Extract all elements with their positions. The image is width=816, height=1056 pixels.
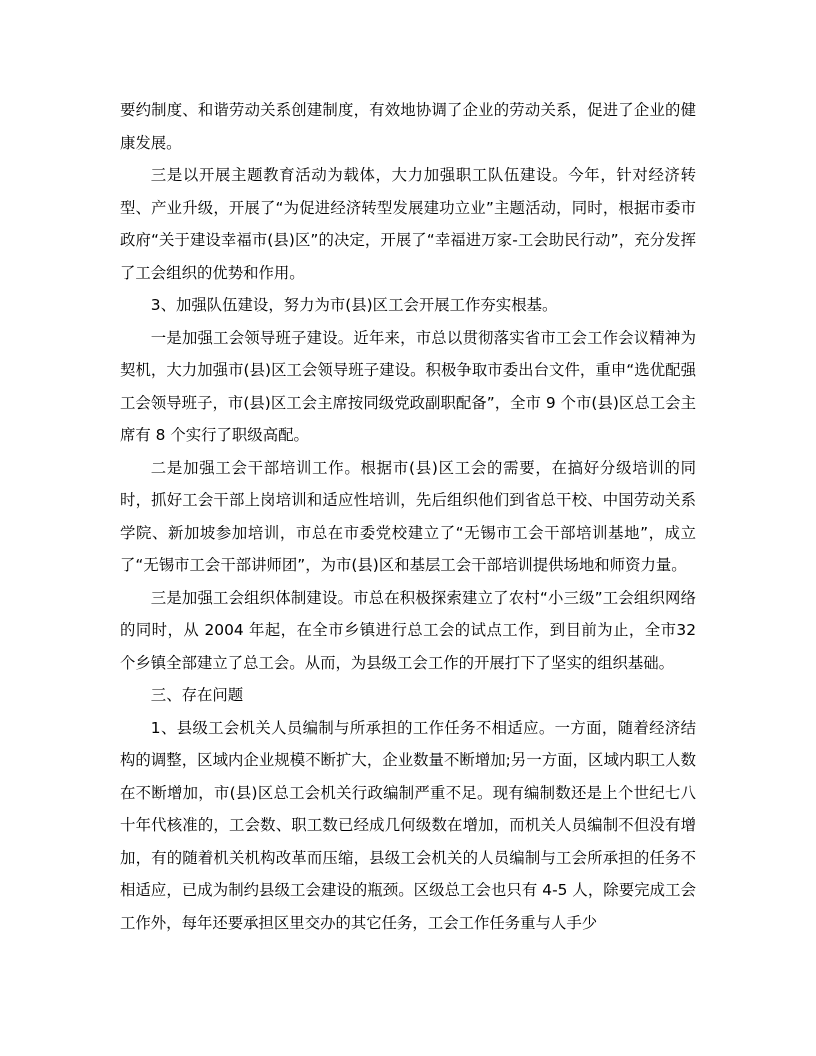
paragraph-leadership: 一是加强工会领导班子建设。近年来，市总以贯彻落实省市工会工作会议精神为契机，大力加强市(县)区工会领导班子建设。积极争取市委出台文件，重申“选优配强工会领导班子，市(县)区工会主席按同级党政副职配备”，全市 9 个市(县)区总工会主席有 8 个实行了职级高配。 xyxy=(120,328,696,444)
paragraph-organization-system: 三是加强工会组织体制建设。市总在积极探索建立了农村“小三级”工会组织网络的同时，从 2004 年起，在全市乡镇进行总工会的试点工作，到目前为止，全市32 个乡镇全部建立了总工会。从而，为县级工会工作的开展打下了坚实的组织基础。 xyxy=(120,588,696,672)
paragraph-staffing-problem: 1、县级工会机关人员编制与所承担的工作任务不相适应。一方面，随着经济结构的调整，区域内企业规模不断扩大，企业数量不断增加;另一方面，区域内职工人数在不断增加，市(县)区总工会机关行政编制严重不足。现有编制数还是上个世纪七八十年代核准的，工会数、职工数已经成几何级数在增加，而机关人员编制不但没有增加，有的随着机关机构改革而压缩，县级工会机关的人员编制与工会所承担的任务不相适应，已成为制约县级工会建设的瓶颈。区级总工会也只有 4-5 人，除要完成工会工作外，每年还要承担区里交办的其它任务，工会工作任务重与人手少 xyxy=(120,718,696,932)
paragraph-cadre-training: 二是加强工会干部培训工作。根据市(县)区工会的需要，在搞好分级培训的同时，抓好工会干部上岗培训和适应性培训，先后组织他们到省总干校、中国劳动关系学院、新加坡参加培训，市总在市委党校建立了“无锡市工会干部培训基地”，成立了“无锡市工会干部讲师团”，为市(县)区和基层工会干部培训提供场地和师资力量。 xyxy=(120,458,696,574)
heading-existing-problems: 三、存在问题 xyxy=(150,686,244,704)
heading-team-building: 3、加强队伍建设，努力为市(县)区工会开展工作夯实根基。 xyxy=(150,296,558,314)
paragraph-labor-relations-end: 要约制度、和谐劳动关系创建制度，有效地协调了企业的劳动关系，促进了企业的健康发展。 xyxy=(120,101,696,152)
paragraph-theme-education: 三是以开展主题教育活动为载体，大力加强职工队伍建设。今年，针对经济转型、产业升级，开展了“为促进经济转型发展建功立业”主题活动，同时，根据市委市政府“关于建设幸福市(县)区”的决定，开展了“幸福进万家-工会助民行动”，充分发挥了工会组织的优势和作用。 xyxy=(120,166,696,282)
document-body xyxy=(120,94,696,939)
